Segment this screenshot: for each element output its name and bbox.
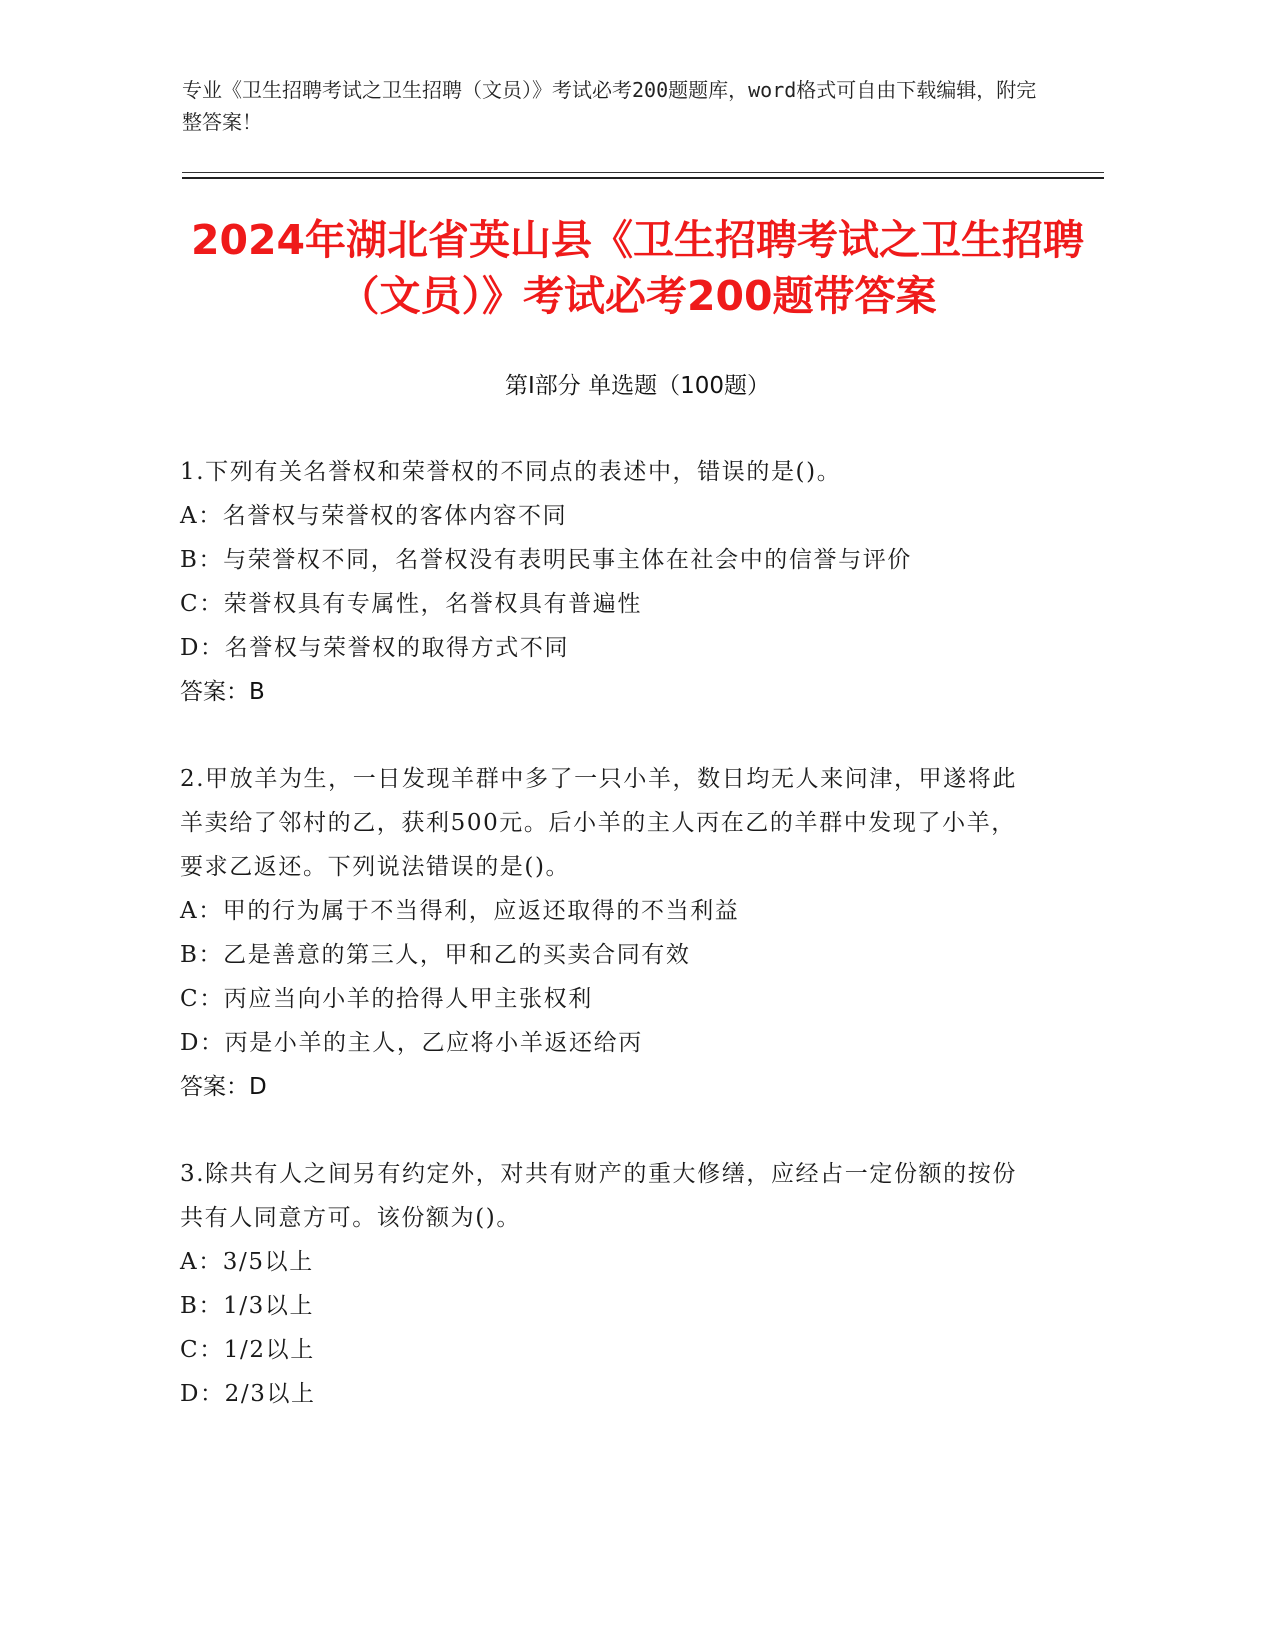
- section-heading: 第I部分 单选题（100题）: [505, 373, 770, 399]
- question-1: [180, 450, 1030, 714]
- answer: 答案：B: [180, 679, 265, 705]
- question-2: [180, 757, 1030, 1109]
- option-c: C：丙应当向小羊的拾得人甲主张权利: [180, 986, 593, 1012]
- option-a: A：3/5以上: [180, 1249, 314, 1275]
- option-a: A：甲的行为属于不当得利，应返还取得的不当利益: [180, 898, 740, 924]
- option-b: B：与荣誉权不同，名誉权没有表明民事主体在社会中的信誉与评价: [180, 547, 912, 573]
- question-list: [180, 450, 1030, 1459]
- option-d: D：名誉权与荣誉权的取得方式不同: [180, 635, 570, 661]
- option-c: C：荣誉权具有专属性，名誉权具有普遍性: [180, 591, 642, 617]
- answer: 答案：D: [180, 1074, 267, 1100]
- document-title: 2024年湖北省英山县《卫生招聘考试之卫生招聘（文员）》考试必考200题带答案: [190, 216, 1085, 320]
- header-divider-thin: [182, 172, 1104, 173]
- header-divider-thick: [182, 177, 1104, 179]
- option-d: D：2/3以上: [180, 1381, 316, 1407]
- option-c: C：1/2以上: [180, 1337, 315, 1363]
- option-d: D：丙是小羊的主人，乙应将小羊返还给丙: [180, 1030, 643, 1056]
- option-b: B：乙是善意的第三人，甲和乙的买卖合同有效: [180, 942, 691, 968]
- option-a: A：名誉权与荣誉权的客体内容不同: [180, 503, 568, 529]
- question-3: [180, 1152, 1030, 1416]
- option-b: B：1/3以上: [180, 1293, 315, 1319]
- question-stem: 3.除共有人之间另有约定外，对共有财产的重大修缮，应经占一定份额的按份共有人同意方可。该份额为()。: [180, 1161, 1017, 1231]
- question-stem: 2.甲放羊为生，一日发现羊群中多了一只小羊，数日均无人来问津，甲遂将此羊卖给了邻村的乙，获利500元。后小羊的主人丙在乙的羊群中发现了小羊，要求乙返还。下列说法错误的是()。: [180, 766, 1017, 880]
- question-stem: 1.下列有关名誉权和荣誉权的不同点的表述中，错误的是()。: [180, 459, 842, 485]
- header-note: 专业《卫生招聘考试之卫生招聘（文员）》考试必考200题题库，word格式可自由下载编辑，附完整答案！: [182, 78, 1037, 134]
